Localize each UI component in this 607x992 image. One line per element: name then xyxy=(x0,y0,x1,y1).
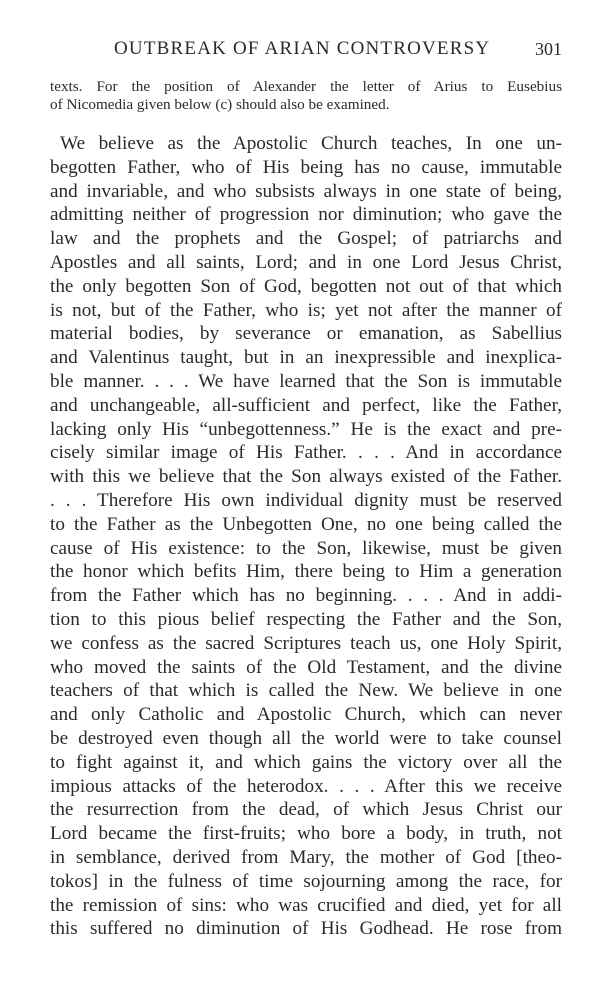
text-line: the only begotten Son of God, begotten not out of that which xyxy=(50,275,562,297)
intro-line: texts. For the position of Alexander the letter of Arius to Eusebius xyxy=(50,78,562,95)
text-line: cisely similar image of His Father. . . . And in accordance xyxy=(50,442,562,464)
text-line: Apostles and all saints, Lord; and in one Lord Jesus Christ, xyxy=(50,251,562,273)
text-line: Lord became the first-fruits; who bore a body, in truth, not xyxy=(50,823,562,845)
text-line: to the Father as the Unbegotten One, no one being called the xyxy=(50,513,562,535)
text-line: teachers of that which is called the New. We believe in one xyxy=(50,680,562,702)
text-line: ble manner. . . . We have learned that the Son is immutable xyxy=(50,370,562,392)
text-line: and Valentinus taught, but in an inexpressible and inexplica- xyxy=(50,347,562,369)
text-line: with this we believe that the Son always existed of the Father. xyxy=(50,466,562,488)
text-line: who moved the saints of the Old Testament, and the divine xyxy=(50,656,562,678)
text-line: the honor which befits Him, there being to Him a generation xyxy=(50,561,562,583)
intro-note xyxy=(50,78,562,114)
text-line: and unchangeable, all-sufficient and perfect, like the Father, xyxy=(50,394,562,416)
text-line: . . . Therefore His own individual dignity must be reserved xyxy=(50,489,562,511)
text-line: we confess as the sacred Scriptures teach us, one Holy Spirit, xyxy=(50,632,562,654)
text-line: impious attacks of the heterodox. . . . After this we receive xyxy=(50,775,562,797)
text-line: the remission of sins: who was crucified and died, yet for all xyxy=(50,894,562,916)
text-line: in semblance, derived from Mary, the mother of God [theo- xyxy=(50,846,562,868)
text-line: and only Catholic and Apostolic Church, which can never xyxy=(50,704,562,726)
text-line: tion to this pious belief respecting the Father and the Son, xyxy=(50,608,562,630)
text-line: law and the prophets and the Gospel; of patriarchs and xyxy=(50,228,562,250)
text-line: the resurrection from the dead, of which Jesus Christ our xyxy=(50,799,562,821)
text-line: admitting neither of progression nor diminution; who gave the xyxy=(50,204,562,226)
intro-line: of Nicomedia given below (c) should also be examined. xyxy=(50,96,390,113)
text-line: be destroyed even though all the world were to take counsel xyxy=(50,727,562,749)
quoted-creed-text xyxy=(50,132,562,941)
text-line: this suffered no diminution of His Godhead. He rose from xyxy=(50,918,562,940)
text-line: and invariable, and who subsists always in one state of being, xyxy=(50,180,562,202)
page-number: 301 xyxy=(535,39,562,59)
text-line: is not, but of the Father, who is; yet not after the manner of xyxy=(50,299,562,321)
text-line: begotten Father, who of His being has no cause, immutable xyxy=(50,156,562,178)
text-line: lacking only His “unbegottenness.” He is the exact and pre- xyxy=(50,418,562,440)
text-line: tokos] in the fulness of time sojourning among the race, for xyxy=(50,870,562,892)
text-line: to fight against it, and which gains the victory over all the xyxy=(50,751,562,773)
running-title: OUTBREAK OF ARIAN CONTROVERSY xyxy=(114,38,491,59)
text-line: We believe as the Apostolic Church teaches, In one un- xyxy=(60,133,562,154)
text-line: material bodies, by severance or emanation, as Sabellius xyxy=(50,323,562,345)
running-header xyxy=(50,38,562,62)
text-line: from the Father which has no beginning. . . . And in addi- xyxy=(50,585,562,607)
text-line: cause of His existence: to the Son, likewise, must be given xyxy=(50,537,562,559)
